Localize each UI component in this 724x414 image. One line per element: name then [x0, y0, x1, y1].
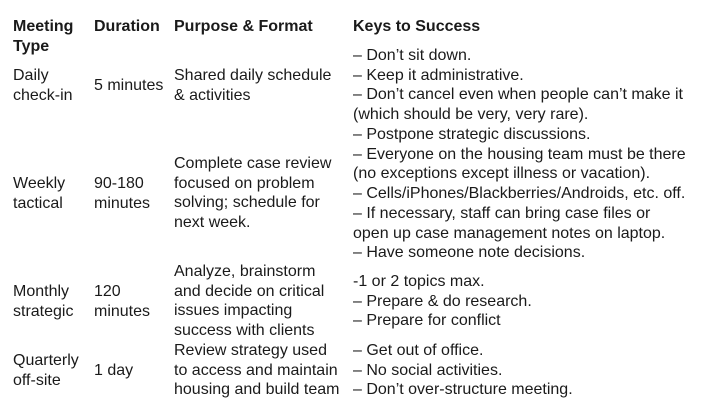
key-line: -1 or 2 topics max. — [353, 273, 485, 290]
purpose-line: Shared daily schedule — [174, 67, 332, 84]
key-line: – Don’t sit down. — [353, 47, 472, 64]
row-daily-type — [13, 66, 73, 105]
key-line: – Get out of office. — [353, 342, 484, 359]
type-line: Monthly — [13, 283, 70, 300]
row-daily-duration — [94, 76, 163, 96]
header-meeting-type — [13, 17, 73, 56]
key-line: (which should be very, very rare). — [353, 106, 589, 124]
header-keys: Keys to Success — [353, 18, 481, 35]
key-line: – Keep it administrative. — [353, 66, 524, 84]
duration-line: minutes — [94, 302, 151, 320]
row-monthly-keys — [353, 272, 532, 331]
purpose-line: & activities — [174, 86, 251, 104]
type-line: check-in — [13, 86, 73, 104]
header-meeting-type-line2: Type — [13, 37, 50, 55]
purpose-line: Review strategy used — [174, 342, 327, 359]
key-line: – Postpone strategic discussions. — [353, 126, 591, 143]
key-line: open up case management notes on laptop. — [353, 224, 666, 242]
row-quarterly-purpose — [174, 341, 339, 400]
row-quarterly-keys — [353, 341, 573, 400]
purpose-line: solving; schedule for — [174, 194, 320, 212]
duration-line: minutes — [94, 194, 151, 212]
key-line: – Prepare & do research. — [353, 292, 532, 310]
duration-line: 1 day — [94, 362, 134, 379]
row-quarterly-duration — [94, 361, 133, 381]
duration-line: 120 — [94, 283, 121, 300]
duration-line: 90-180 — [94, 175, 144, 192]
purpose-line: success with clients — [174, 322, 315, 340]
purpose-line: and decide on critical — [174, 282, 325, 300]
key-line: – Prepare for conflict — [353, 312, 501, 330]
key-line: – Cells/iPhones/Blackberries/Androids, etc. off. — [353, 185, 686, 203]
purpose-line: housing and build team — [174, 381, 340, 399]
purpose-line: Complete case review — [174, 155, 332, 172]
key-line: – Have someone note decisions. — [353, 244, 586, 262]
header-meeting-type-line1: Meeting — [13, 18, 74, 35]
row-quarterly-type — [13, 351, 79, 390]
type-line: Daily — [13, 67, 49, 84]
row-monthly-purpose — [174, 262, 324, 341]
purpose-line: focused on problem — [174, 174, 315, 192]
key-line: – If necessary, staff can bring case files or — [353, 204, 651, 222]
type-line: tactical — [13, 194, 63, 212]
row-weekly-keys — [353, 125, 686, 263]
key-line: – Everyone on the housing team must be there — [353, 145, 686, 163]
row-daily-purpose — [174, 66, 331, 105]
key-line: – No social activities. — [353, 361, 503, 379]
purpose-line: issues impacting — [174, 302, 293, 320]
row-daily-keys — [353, 46, 683, 125]
duration-line: 5 minutes — [94, 77, 164, 94]
key-line: (no exceptions except illness or vacation). — [353, 165, 651, 183]
header-purpose: Purpose & Format — [174, 18, 313, 35]
row-monthly-type — [13, 282, 73, 321]
key-line: – Don’t cancel even when people can’t make it — [353, 86, 683, 104]
key-line: – Don’t over-structure meeting. — [353, 381, 573, 399]
row-monthly-duration — [94, 282, 150, 321]
row-weekly-purpose — [174, 154, 331, 233]
purpose-line: Analyze, brainstorm — [174, 263, 316, 280]
row-weekly-type — [13, 174, 65, 213]
row-weekly-duration — [94, 174, 150, 213]
purpose-line: to access and maintain — [174, 361, 338, 379]
type-line: strategic — [13, 302, 74, 320]
type-line: Weekly — [13, 175, 66, 192]
purpose-line: next week. — [174, 214, 251, 232]
type-line: Quarterly — [13, 352, 79, 369]
header-duration: Duration — [94, 18, 160, 35]
type-line: off-site — [13, 371, 61, 389]
